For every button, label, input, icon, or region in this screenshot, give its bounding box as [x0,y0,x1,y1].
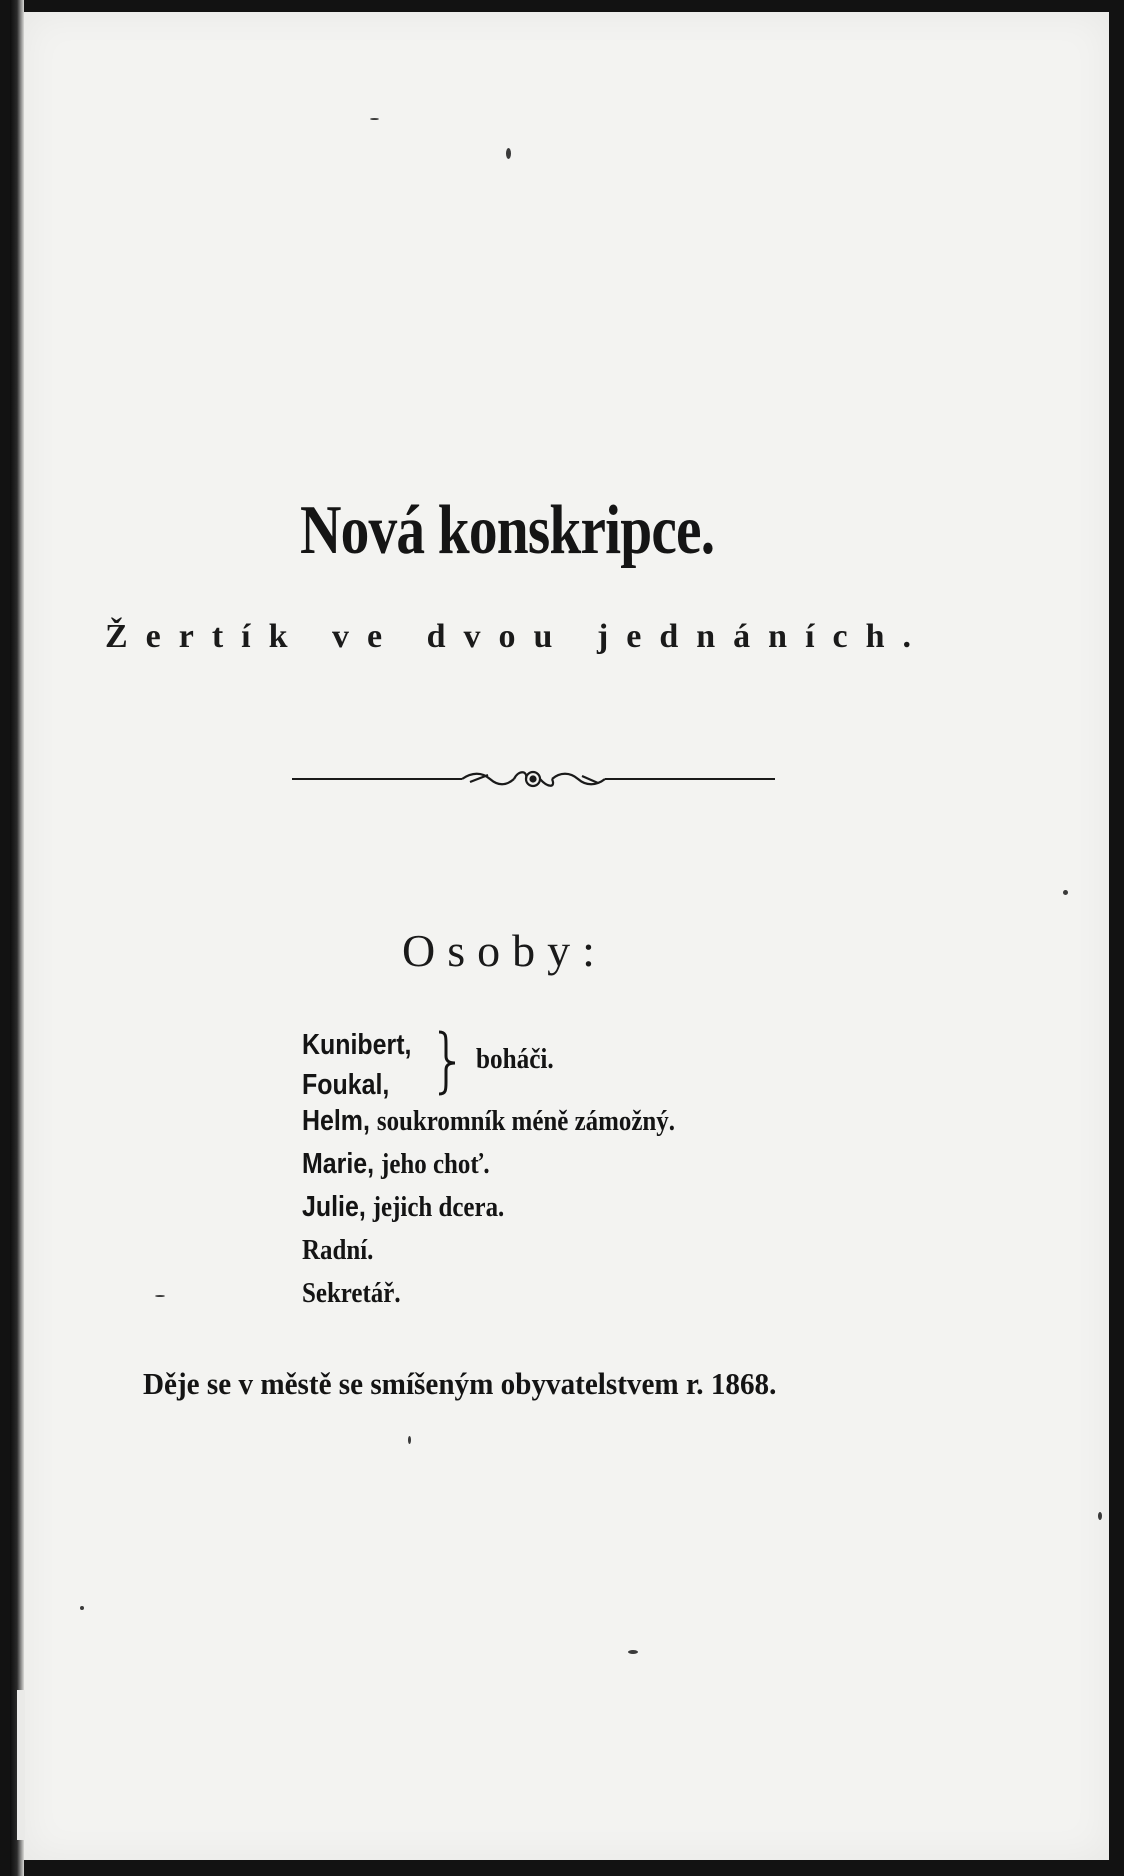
cast-name: Sekretář. [302,1277,401,1309]
cast-name: Kunibert, [302,1029,412,1061]
cast-description: jejich dcera. [372,1191,505,1223]
cast-entry [302,1186,675,1229]
ink-speck [506,148,511,159]
ink-speck [1063,890,1068,895]
cast-group-description: boháči. [476,1044,554,1075]
ink-speck [80,1606,84,1610]
cast-name: Foukal, [302,1069,390,1101]
cast-name: Marie, [302,1148,375,1180]
cast-name: Julie, [302,1191,366,1223]
cast-description: soukromník méně zámožný. [376,1105,675,1137]
ink-speck [155,1295,165,1297]
cast-group [302,1024,736,1100]
cast-name: Radní. [302,1234,374,1266]
ink-speck [408,1436,411,1444]
ink-speck [628,1650,638,1654]
cast-list [302,1024,736,1315]
ink-speck [1098,1512,1102,1520]
setting-note: Děje se v městě se smíšeným obyvatelstvem r. 1868. [143,1366,777,1401]
cast-entry [302,1229,675,1272]
cast-name: Helm, [302,1105,370,1137]
page-edge-highlight [17,1690,25,1840]
cast-entry [302,1100,675,1143]
cast-entry [302,1143,675,1186]
cast-heading: Osoby: [402,925,607,976]
page-subtitle: Žertík ve dvou jednáních. [105,618,930,655]
ink-speck [370,118,379,120]
cast-entry [302,1272,675,1315]
book-spine-edge [10,0,24,1876]
page-title: Nová konskripce. [300,492,715,569]
cast-description: jeho choť. [381,1148,490,1180]
curly-brace-icon [436,1030,458,1096]
flourish-icon [462,772,605,786]
ornamental-divider [292,766,775,792]
